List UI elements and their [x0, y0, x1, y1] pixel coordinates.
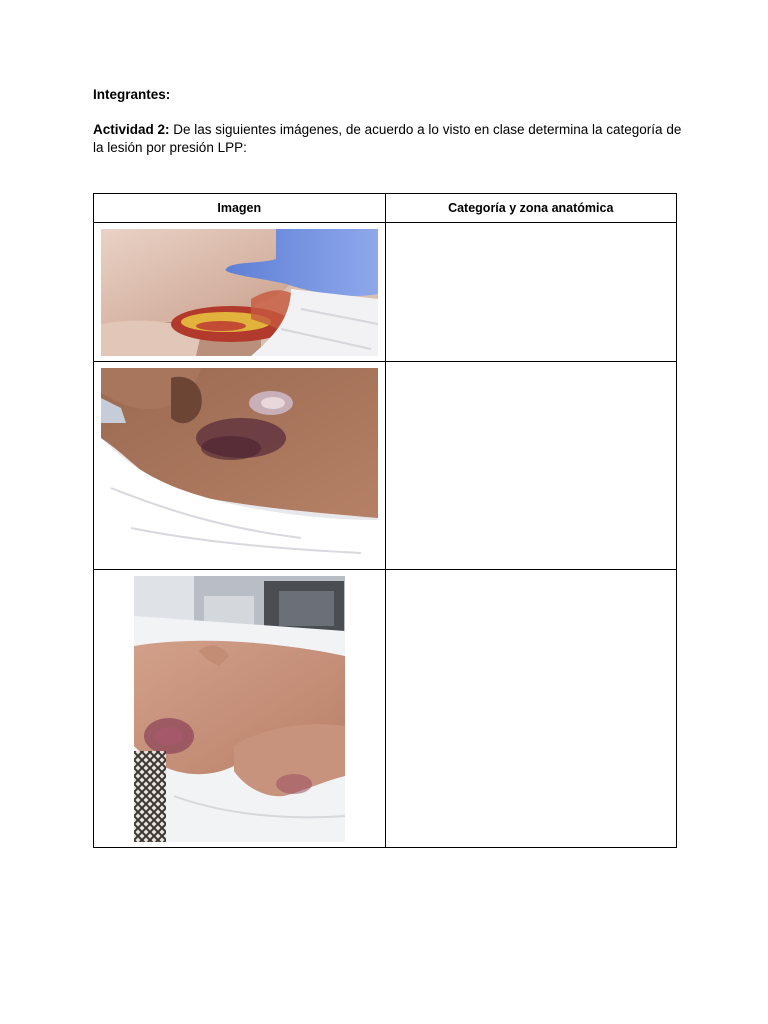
activity-label: Actividad 2:	[93, 122, 170, 137]
pressure-ulcer-photo	[101, 229, 378, 356]
image-cell	[94, 570, 386, 848]
pressure-ulcer-photo	[101, 368, 378, 564]
header-category: Categoría y zona anatómica	[385, 194, 677, 223]
table-header-row	[94, 194, 677, 223]
table-row	[94, 223, 677, 362]
assessment-table	[93, 193, 677, 848]
answer-cell[interactable]	[385, 570, 677, 848]
pressure-ulcer-photo	[134, 576, 345, 842]
image-cell	[94, 223, 386, 362]
answer-cell[interactable]	[385, 362, 677, 570]
integrantes-heading: Integrantes:	[93, 87, 171, 102]
activity-text: De las siguientes imágenes, de acuerdo a lo visto en clase determina la categoría de la lesión por presión LPP:	[93, 122, 682, 155]
image-cell	[94, 362, 386, 570]
answer-cell[interactable]	[385, 223, 677, 362]
table-row	[94, 570, 677, 848]
activity-instructions	[93, 121, 683, 157]
header-image: Imagen	[94, 194, 386, 223]
table-row	[94, 362, 677, 570]
